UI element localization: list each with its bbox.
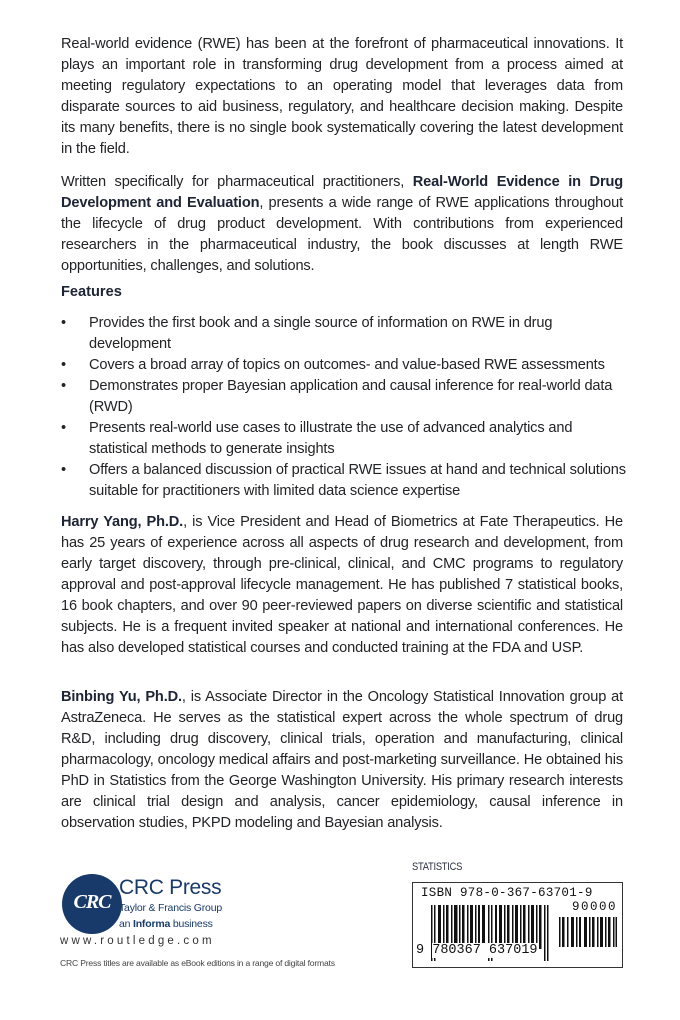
bullet-icon: •: [61, 462, 66, 478]
ebook-note: CRC Press titles are available as eBook editions in a range of digital formats: [60, 958, 335, 968]
feature-item: • Covers a broad array of topics on outcomes- and value-based RWE assessments: [61, 355, 631, 376]
features-list: [61, 313, 631, 502]
publisher-informa: an Informa business: [119, 918, 213, 930]
book-title: Real-World Evidence in Drug Development and Evaluation: [61, 174, 623, 211]
feature-item: • Provides the first book and a single source of information on RWE in drug development: [61, 315, 553, 352]
subject-category: STATISTICS: [412, 861, 463, 873]
publisher-url: www.routledge.com: [60, 935, 215, 947]
description-paragraph-1: [61, 34, 623, 160]
bullet-icon: •: [61, 378, 66, 394]
bullet-icon: •: [61, 357, 66, 373]
author-name: Binbing Yu, Ph.D.: [61, 689, 182, 705]
author-bio-binbing-yu: [61, 687, 623, 834]
publisher-name: CRC Press: [119, 876, 222, 899]
bullet-icon: •: [61, 315, 66, 331]
author-bio: , is Associate Director in the Oncology Statistical Innovation group at AstraZeneca. He serves as the statistical expert across the whole spectrum of drug R&D, including drug discovery, clinical trials, operation and manufacturing, clinical pharmacology, oncology medical affairs and post-marketing surveillance. He obtained his PhD in Statistics from the George Washington University. His primary research interests are clinical trial design and analysis, cancer epidemiology, causal inference in observation studies, PKPD modeling and Bayesian analysis.: [61, 689, 623, 831]
features-heading: Features: [61, 284, 122, 300]
description-text: , presents a wide range of RWE applications throughout the lifecycle of drug product development. With contributions from experienced researchers in the pharmaceutical industry, the book discusses at length RWE opportunities, challenges, and solutions.: [61, 195, 623, 274]
publisher-group: Taylor & Francis Group: [119, 902, 222, 914]
author-bio-harry-yang: [61, 512, 623, 659]
addon-barcode-bars-icon: [559, 917, 617, 947]
bullet-icon: •: [61, 420, 66, 436]
feature-item: • Offers a balanced discussion of practical RWE issues at hand and technical solutions suitable for practitioners with limited data science expertise: [61, 462, 626, 499]
description-text: Real-world evidence (RWE) has been at the forefront of pharmaceutical innovations. It plays an important role in transforming drug development from a process aimed at meeting regulatory expectations to an operating model that leverages data from disparate sources to aid business, regulatory, and healthcare decision making. Despite its many benefits, there is no single book systematically covering the latest development in the field.: [61, 36, 623, 157]
feature-item: • Demonstrates proper Bayesian application and causal inference for real-world data (RWD): [61, 378, 613, 415]
description-paragraph-2: [61, 172, 623, 277]
crc-logo-icon: CRC: [62, 874, 122, 934]
isbn-text: ISBN 978-0-367-63701-9: [421, 886, 593, 900]
ean-digits: 9 780367 637019: [416, 943, 538, 958]
author-name: Harry Yang, Ph.D.: [61, 514, 184, 530]
isbn-barcode: [412, 882, 623, 968]
author-bio: , is Vice President and Head of Biometrics at Fate Therapeutics. He has 25 years of experience across all aspects of drug research and development, from early target discovery, through pre-clinical, clinical, and CMC programs to regulatory approval and post-approval lifecycle management. He has published 7 statistical books, 16 book chapters, and over 90 peer-reviewed papers on diverse scientific and statistical subjects. He is a frequent invited speaker at national and international conferences. He has also developed statistical courses and conducted training at the FDA and USP.: [61, 514, 623, 656]
price-addon-text: 90000: [571, 900, 617, 914]
feature-item: • Presents real-world use cases to illustrate the use of advanced analytics and statistical methods to generate insights: [61, 420, 573, 457]
description-text: Written specifically for pharmaceutical practitioners,: [61, 174, 413, 190]
